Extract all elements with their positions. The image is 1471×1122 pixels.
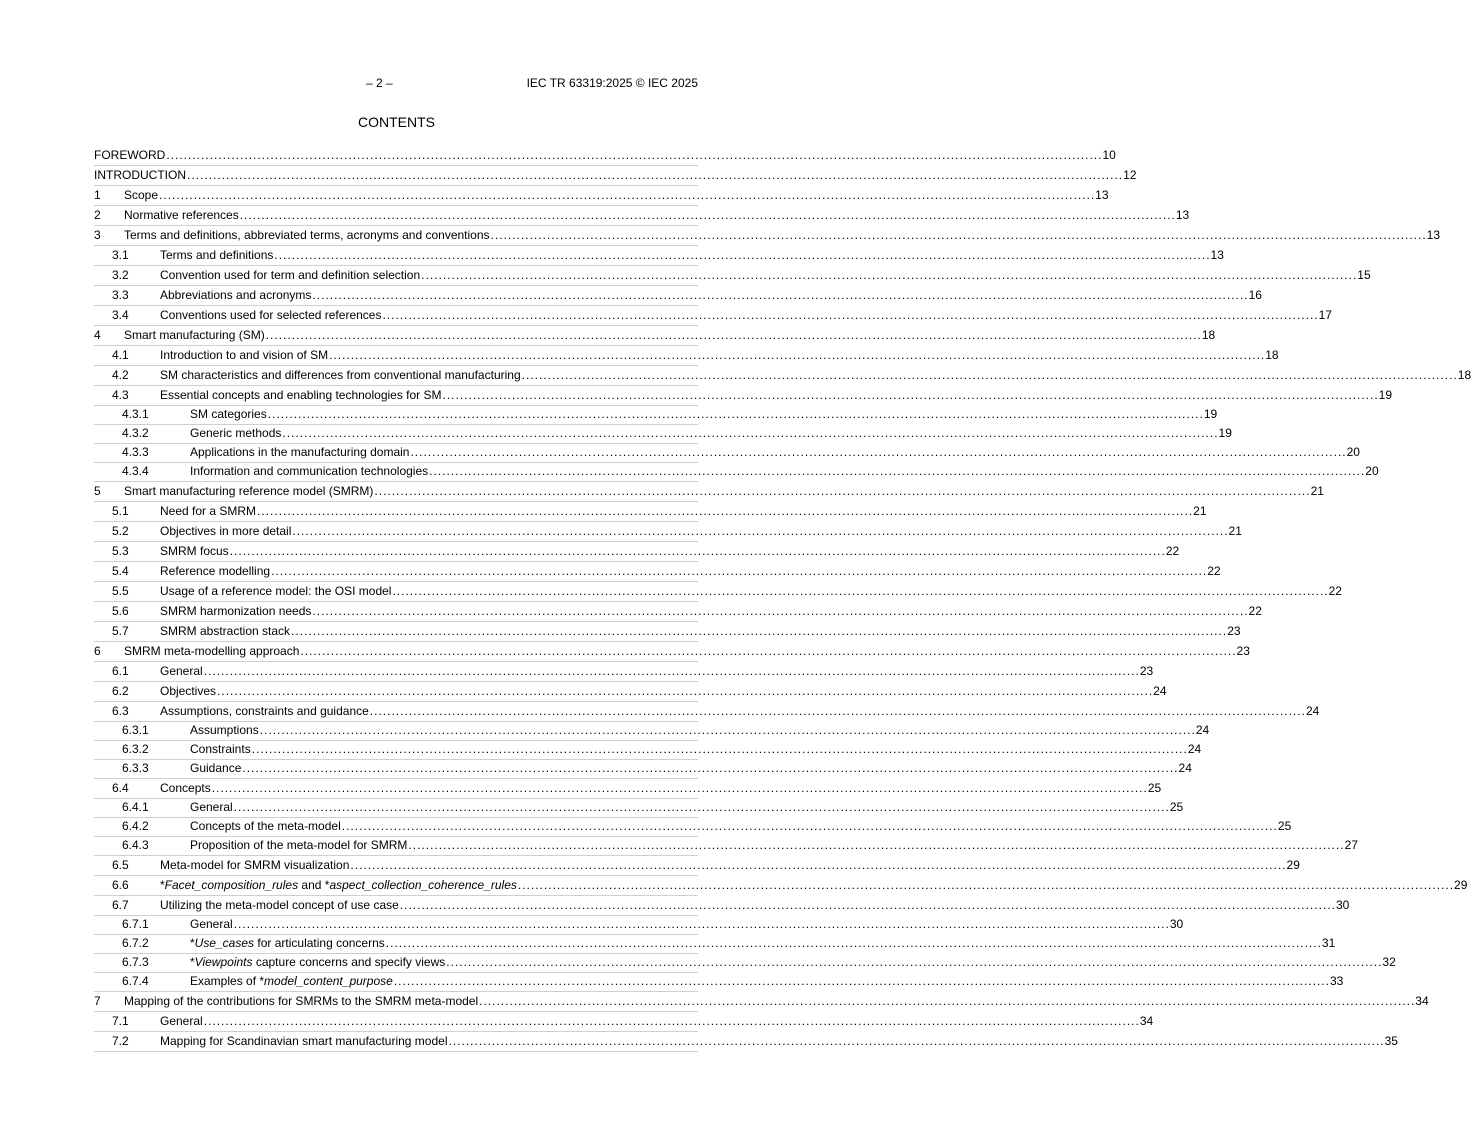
toc-leader-dots: [370, 705, 1306, 718]
toc-leader-dots: [312, 605, 1248, 618]
toc-entry[interactable]: [94, 642, 1250, 662]
toc-entry-page: 13: [1426, 228, 1441, 242]
toc-entry[interactable]: [94, 366, 1471, 386]
toc-entry-number: 6.7: [112, 898, 129, 912]
toc-entry-title: Usage of a reference model: the OSI model: [160, 584, 392, 598]
toc-entry[interactable]: [94, 856, 1300, 876]
toc-entry-title: Mapping for Scandinavian smart manufacturing model: [160, 1034, 448, 1048]
toc-entry[interactable]: [94, 306, 1332, 326]
toc-leader-dots: [394, 975, 1330, 988]
toc-entry[interactable]: [94, 662, 1154, 682]
toc-leader-dots: [518, 879, 1454, 892]
toc-entry-page: 21: [1193, 504, 1207, 518]
toc-leader-dots: [187, 169, 1123, 182]
toc-leader-dots: [443, 389, 1379, 402]
toc-entry-page: 23: [1227, 624, 1241, 638]
toc-entry-page: 18: [1265, 348, 1279, 362]
toc-entry[interactable]: [94, 562, 1221, 582]
toc-entry[interactable]: [94, 876, 1468, 896]
toc-entry-number: 5.3: [112, 544, 129, 558]
toc-entry-number: 6: [94, 644, 101, 658]
toc-entry-number: 4.2: [112, 368, 129, 382]
toc-entry-number: 6.3.3: [122, 761, 149, 775]
toc-entry-title: Concepts: [160, 781, 211, 795]
toc-entry[interactable]: [94, 779, 1162, 799]
toc-leader-dots: [329, 349, 1265, 362]
toc-entry[interactable]: [94, 1032, 1398, 1052]
toc-entry-title: *Viewpoints capture concerns and specify views: [190, 955, 446, 969]
toc-entry-title: SMRM harmonization needs: [160, 604, 312, 618]
toc-leader-dots: [234, 918, 1170, 931]
toc-entry-title: Abbreviations and acronyms: [160, 288, 312, 302]
toc-entry-title: Smart manufacturing reference model (SMRM): [124, 484, 374, 498]
toc-entry[interactable]: [94, 326, 1216, 346]
toc-entry-number: 5.2: [112, 524, 129, 538]
toc-entry[interactable]: [94, 992, 1429, 1012]
toc-entry-title: Objectives in more detail: [160, 524, 292, 538]
toc-entry[interactable]: [94, 837, 1358, 856]
toc-entry-page: 29: [1286, 858, 1300, 872]
toc-leader-dots: [392, 585, 1328, 598]
toc-entry[interactable]: [94, 406, 1218, 425]
toc-entry[interactable]: [94, 482, 1324, 502]
toc-entry-title: Constraints: [190, 742, 251, 756]
toc-entry-title: Assumptions, constraints and guidance: [160, 704, 369, 718]
toc-entry-number: 6.7.2: [122, 936, 149, 950]
toc-entry[interactable]: [94, 682, 1167, 702]
toc-entry-page: 16: [1248, 288, 1262, 302]
toc-entry-title: Concepts of the meta-model: [190, 819, 341, 833]
toc-entry[interactable]: [94, 1012, 1154, 1032]
toc-entry-title: General: [190, 917, 233, 931]
toc-entry-page: 35: [1384, 1034, 1398, 1048]
toc-leader-dots: [421, 269, 1357, 282]
toc-leader-dots: [204, 1015, 1140, 1028]
toc-entry-number: 6.7.4: [122, 974, 149, 988]
toc-leader-dots: [212, 782, 1148, 795]
toc-leader-dots: [166, 149, 1102, 162]
toc-entry-number: 4.3.4: [122, 464, 149, 478]
toc-entry-page: 19: [1203, 407, 1218, 421]
toc-entry-title: Reference modelling: [160, 564, 271, 578]
toc-entry-page: 22: [1207, 564, 1221, 578]
toc-entry-title: INTRODUCTION: [94, 168, 186, 182]
toc-entry-title: SMRM focus: [160, 544, 229, 558]
toc-entry[interactable]: [94, 346, 1279, 366]
toc-entry[interactable]: [94, 916, 1184, 935]
toc-entry[interactable]: [94, 522, 1242, 542]
toc-entry-page: 24: [1178, 761, 1192, 775]
toc-entry-number: 3: [94, 228, 101, 242]
toc-entry-page: 31: [1321, 936, 1336, 950]
toc-entry-number: 4.3.2: [122, 426, 149, 440]
toc-entry-title: Need for a SMRM: [160, 504, 257, 518]
toc-leader-dots: [522, 369, 1458, 382]
toc-leader-dots: [217, 685, 1153, 698]
toc-entry-page: 24: [1305, 704, 1320, 718]
toc-entry-number: 3.2: [112, 268, 129, 282]
toc-entry-page: 19: [1218, 426, 1232, 440]
toc-entry-number: 6.3: [112, 704, 129, 718]
toc-entry-title: Generic methods: [190, 426, 282, 440]
toc-entry-page: 27: [1344, 838, 1358, 852]
toc-leader-dots: [446, 956, 1382, 969]
toc-leader-dots: [252, 743, 1188, 756]
toc-entry-title: Terms and definitions: [160, 248, 274, 262]
toc-entry-page: 25: [1277, 819, 1292, 833]
toc-entry-title: Proposition of the meta-model for SMRM: [190, 838, 408, 852]
toc-entry-title: Scope: [124, 188, 159, 202]
toc-entry-page: 25: [1147, 781, 1162, 795]
toc-leader-dots: [266, 329, 1202, 342]
toc-leader-dots: [204, 665, 1140, 678]
toc-entry[interactable]: [94, 386, 1393, 406]
toc-entry-page: 34: [1415, 994, 1429, 1008]
toc-entry-number: 3.1: [112, 248, 129, 262]
toc-entry[interactable]: [94, 266, 1371, 286]
toc-entry[interactable]: [94, 896, 1350, 916]
toc-entry-number: 5: [94, 484, 101, 498]
toc-entry-page: 32: [1382, 955, 1396, 969]
toc-leader-dots: [479, 995, 1415, 1008]
toc-entry[interactable]: [94, 425, 1232, 444]
toc-entry-number: 6.3.2: [122, 742, 149, 756]
toc-entry-number: 5.5: [112, 584, 129, 598]
toc-entry-title: Convention used for term and definition selection: [160, 268, 421, 282]
toc-entry-title: Conventions used for selected references: [160, 308, 382, 322]
toc-entry-page: 18: [1201, 328, 1216, 342]
toc-leader-dots: [257, 505, 1193, 518]
toc-entry-title: Essential concepts and enabling technologies for SM: [160, 388, 442, 402]
toc-entry[interactable]: [94, 702, 1320, 722]
toc-entry-title: Utilizing the meta-model concept of use case: [160, 898, 399, 912]
toc-entry-number: 7: [94, 994, 101, 1008]
toc-entry[interactable]: [94, 444, 1360, 463]
toc-entry[interactable]: [94, 542, 1180, 562]
toc-entry-page: 19: [1378, 388, 1393, 402]
toc-entry-page: 13: [1175, 208, 1190, 222]
toc-leader-dots: [230, 545, 1166, 558]
toc-entry[interactable]: [94, 760, 1192, 779]
toc-leader-dots: [260, 724, 1196, 737]
toc-entry-page: 22: [1328, 584, 1342, 598]
toc-leader-dots: [448, 1035, 1384, 1048]
toc-entry-title: Mapping of the contributions for SMRMs to the SMRM meta-model: [124, 994, 479, 1008]
toc-entry-page: 15: [1357, 268, 1371, 282]
toc-leader-dots: [400, 899, 1336, 912]
toc-entry-page: 18: [1457, 368, 1471, 382]
toc-entry[interactable]: [94, 186, 1109, 206]
toc-entry-number: 4.1: [112, 348, 129, 362]
toc-entry[interactable]: [94, 722, 1210, 741]
toc-entry-page: 21: [1310, 484, 1324, 498]
toc-leader-dots: [408, 839, 1344, 852]
table-of-contents: [94, 146, 1471, 1052]
toc-entry-page: 17: [1318, 308, 1332, 322]
toc-leader-dots: [240, 209, 1176, 222]
toc-entry-number: 2: [94, 208, 101, 222]
toc-entry[interactable]: [94, 226, 1441, 246]
toc-entry-page: 23: [1236, 644, 1250, 658]
toc-entry-title: Normative references: [124, 208, 239, 222]
toc-entry-number: 5.7: [112, 624, 129, 638]
document-id: IEC TR 63319:2025 © IEC 2025: [526, 76, 698, 90]
toc-leader-dots: [374, 485, 1310, 498]
toc-leader-dots: [242, 762, 1178, 775]
toc-entry[interactable]: [94, 582, 1342, 602]
toc-leader-dots: [382, 309, 1318, 322]
toc-entry[interactable]: [94, 246, 1224, 266]
toc-entry-page: 30: [1169, 917, 1184, 931]
toc-leader-dots: [292, 525, 1228, 538]
toc-entry-title: Guidance: [190, 761, 242, 775]
toc-entry-title: General: [160, 664, 203, 678]
toc-leader-dots: [234, 801, 1170, 814]
toc-entry-number: 6.3.1: [122, 723, 149, 737]
toc-entry-title: SMRM abstraction stack: [160, 624, 291, 638]
toc-entry-title: SM characteristics and differences from conventional manufacturing: [160, 368, 521, 382]
toc-entry-title: Information and communication technologies: [190, 464, 429, 478]
toc-leader-dots: [271, 565, 1207, 578]
toc-entry-page: 13: [1210, 248, 1224, 262]
toc-entry-number: 4.3: [112, 388, 129, 402]
toc-entry-page: 20: [1365, 464, 1379, 478]
toc-entry[interactable]: [94, 954, 1396, 973]
toc-entry-number: 5.4: [112, 564, 129, 578]
toc-entry[interactable]: [94, 741, 1202, 760]
toc-entry-number: 1: [94, 188, 101, 202]
toc-entry[interactable]: [94, 286, 1262, 306]
toc-entry-page: 10: [1102, 148, 1116, 162]
toc-entry[interactable]: [94, 206, 1190, 226]
toc-entry[interactable]: [94, 818, 1292, 837]
toc-entry-title: Examples of *model_content_purpose: [190, 974, 393, 988]
toc-leader-dots: [274, 249, 1210, 262]
toc-entry-title: Assumptions: [190, 723, 259, 737]
toc-entry-number: 6.4.3: [122, 838, 149, 852]
toc-entry-number: 6.2: [112, 684, 129, 698]
toc-entry[interactable]: [94, 799, 1184, 818]
toc-entry-title: General: [190, 800, 233, 814]
toc-entry-number: 4.3.3: [122, 445, 149, 459]
toc-leader-dots: [291, 625, 1227, 638]
page-title: CONTENTS: [358, 114, 435, 130]
toc-leader-dots: [282, 427, 1218, 440]
toc-entry[interactable]: [94, 602, 1262, 622]
toc-entry-title: *Use_cases for articulating concerns: [190, 936, 385, 950]
toc-entry-page: 21: [1228, 524, 1242, 538]
toc-entry-title: General: [160, 1014, 203, 1028]
toc-entry-page: 22: [1165, 544, 1180, 558]
toc-entry-number: 5.1: [112, 504, 129, 518]
toc-leader-dots: [386, 937, 1322, 950]
toc-entry[interactable]: [94, 622, 1241, 642]
toc-entry-page: 22: [1248, 604, 1262, 618]
toc-leader-dots: [429, 465, 1365, 478]
toc-entry-page: 29: [1454, 878, 1468, 892]
toc-entry-title: FOREWORD: [94, 148, 166, 162]
toc-entry-title: Objectives: [160, 684, 217, 698]
toc-entry-title: SMRM meta-modelling approach: [124, 644, 300, 658]
toc-leader-dots: [312, 289, 1248, 302]
toc-leader-dots: [342, 820, 1278, 833]
toc-entry-page: 34: [1139, 1014, 1154, 1028]
toc-leader-dots: [159, 189, 1095, 202]
toc-entry[interactable]: [94, 463, 1379, 482]
toc-entry-page: 33: [1329, 974, 1344, 988]
toc-entry-number: 4.3.1: [122, 407, 149, 421]
toc-entry-page: 24: [1187, 742, 1202, 756]
toc-entry[interactable]: [94, 502, 1207, 522]
toc-entry-number: 6.1: [112, 664, 129, 678]
toc-entry-number: 6.4.1: [122, 800, 149, 814]
toc-leader-dots: [410, 446, 1346, 459]
toc-entry[interactable]: [94, 935, 1336, 954]
toc-entry-number: 6.4: [112, 781, 129, 795]
toc-entry-title: *Facet_composition_rules and *aspect_collection_coherence_rules: [160, 878, 517, 892]
toc-entry-number: 4: [94, 328, 101, 342]
toc-entry-page: 13: [1095, 188, 1109, 202]
toc-entry-number: 6.6: [112, 878, 129, 892]
toc-entry-title: Applications in the manufacturing domain: [190, 445, 410, 459]
toc-entry-number: 5.6: [112, 604, 129, 618]
toc-leader-dots: [268, 408, 1204, 421]
toc-entry-page: 30: [1335, 898, 1350, 912]
toc-entry-number: 3.4: [112, 308, 129, 322]
toc-entry-number: 6.4.2: [122, 819, 149, 833]
toc-entry-page: 20: [1346, 445, 1360, 459]
page-number: – 2 –: [366, 76, 393, 90]
toc-entry-page: 25: [1169, 800, 1184, 814]
toc-entry-page: 23: [1139, 664, 1154, 678]
toc-entry-page: 12: [1123, 168, 1137, 182]
toc-entry-number: 6.7.3: [122, 955, 149, 969]
toc-entry-title: Smart manufacturing (SM): [124, 328, 265, 342]
toc-entry-title: SM categories: [190, 407, 267, 421]
toc-entry-title: Introduction to and vision of SM: [160, 348, 329, 362]
toc-entry-title: Terms and definitions, abbreviated terms, acronyms and conventions: [124, 228, 490, 242]
toc-entry-number: 7.1: [112, 1014, 129, 1028]
toc-entry-title: Meta-model for SMRM visualization: [160, 858, 350, 872]
toc-entry-number: 3.3: [112, 288, 129, 302]
toc-entry-page: 24: [1153, 684, 1167, 698]
toc-leader-dots: [491, 229, 1427, 242]
toc-entry-number: 6.7.1: [122, 917, 149, 931]
toc-leader-dots: [350, 859, 1286, 872]
toc-leader-dots: [300, 645, 1236, 658]
toc-entry[interactable]: [94, 146, 1116, 166]
toc-entry-page: 24: [1195, 723, 1210, 737]
toc-entry[interactable]: [94, 973, 1344, 992]
toc-entry-number: 6.5: [112, 858, 129, 872]
toc-entry[interactable]: [94, 166, 1137, 186]
toc-entry-number: 7.2: [112, 1034, 129, 1048]
